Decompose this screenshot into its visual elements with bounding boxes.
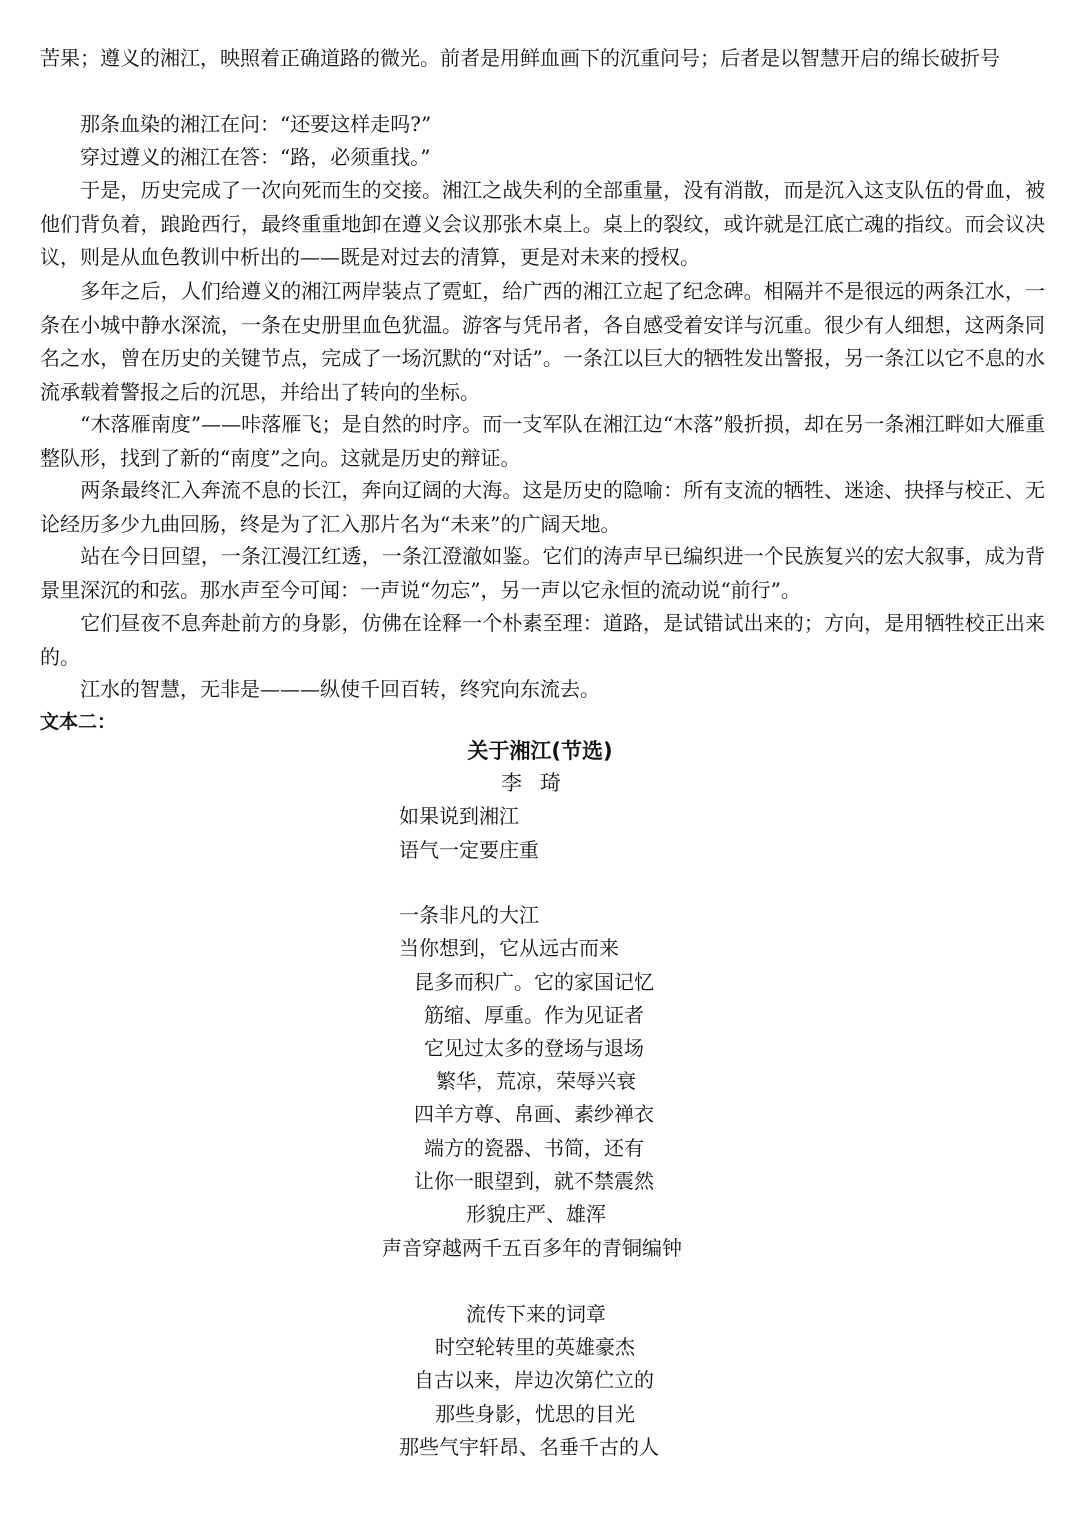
poem-line: 语气一定要庄重 [399,838,539,862]
poem-line: 形貌庄严、雄浑 [466,1202,606,1226]
paragraph-10: 江水的智慧，无非是———纵使千回百转，终究向东流去。 [40,677,600,701]
paragraph-8: 站在今日回望，一条江漫江红透，一条江澄澈如鉴。它们的涛声早已编织进一个民族复兴的宏大叙事，成为背景里深沉的和弦。那水声至今可闻：一声说“勿忘”，另一声以它永恒的流动说“前行”。 [40,544,1045,602]
poem-line: 那些身影，忧思的目光 [435,1402,635,1426]
poem-line: 那些气宇轩昂、名垂千古的人 [399,1435,659,1459]
paragraph-5: 多年之后，人们给遵义的湘江两岸装点了霓虹，给广西的湘江立起了纪念碑。相隔并不是很远的两条江水，一条在小城中静水深流，一条在史册里血色犹温。游客与凭吊者，各自感受着安详与沉重。很少有人细想，这两条同名之水，曾在历史的关键节点，完成了一场沉默的“对话”。一条江以巨大的牺牲发出警报，另一条江以它不息的水流承载着警报之后的沉思，并给出了转向的坐标。 [40,279,1045,404]
poem-line: 声音穿越两千五百多年的青铜编钟 [382,1236,682,1260]
poem-line: 自古以来，岸边次第伫立的 [414,1368,654,1392]
section-label: 文本二： [40,711,117,733]
poem-line: 昆多而积广。它的家国记忆 [414,970,654,994]
poem-line: 当你想到，它从远古而来 [399,936,619,960]
poem-line: 四羊方尊、帛画、素纱禅衣 [414,1102,654,1126]
poem-line: 流传下来的词章 [466,1302,606,1326]
poem-line: 繁华，荒凉，荣辱兴衰 [436,1069,636,1093]
poem-line: 时空轮转里的英雄豪杰 [435,1335,635,1359]
poem-line: 端方的瓷器、书简，还有 [424,1136,644,1160]
paragraph-6: “木落雁南度”——咔落雁飞；是自然的时序。而一支军队在湘江边“木落”般折损，却在另一条湘江畔如大雁重整队形，找到了新的“南度”之向。这就是历史的辩证。 [40,412,1045,470]
poem-title: 关于湘江(节选) [467,739,613,763]
paragraph-9: 它们昼夜不息奔赴前方的身影，仿佛在诠释一个朴素至理：道路，是试错试出来的；方向，是用牺牲校正出来的。 [40,611,1045,669]
paragraph-2: 那条血染的湘江在问：“还要这样走吗?” [40,112,432,136]
poem-line: 如果说到湘江 [399,804,519,828]
paragraph-3: 穿过遵义的湘江在答：“路，必须重找。” [40,145,431,169]
poem-line: 一条非凡的大江 [399,903,539,927]
poem-line: 让你一眼望到，就不禁震然 [414,1169,654,1193]
poem-line: 筋缩、厚重。作为见证者 [424,1003,644,1027]
paragraph-7: 两条最终汇入奔流不息的长江，奔向辽阔的大海。这是历史的隐喻：所有支流的牺牲、迷途、抉择与校正、无论经历多少九曲回肠，终是为了汇入那片名为“未来”的广阔天地。 [40,478,1045,536]
poem-author: 李琦 [501,771,579,795]
poem-line: 它见过太多的登场与退场 [424,1036,644,1060]
paragraph-4: 于是，历史完成了一次向死而生的交接。湘江之战失利的全部重量，没有消散，而是沉入这支队伍的骨血，被他们背负着，踉跄西行，最终重重地卸在遵义会议那张木桌上。桌上的裂纹，或许就是江底亡魂的指纹。而会议决议，则是从血色教训中析出的——既是对过去的清算，更是对未来的授权。 [40,178,1045,269]
paragraph-1: 苦果；遵义的湘江，映照着正确道路的微光。前者是用鲜血画下的沉重问号；后者是以智慧开启的绵长破折号 [40,46,1000,70]
